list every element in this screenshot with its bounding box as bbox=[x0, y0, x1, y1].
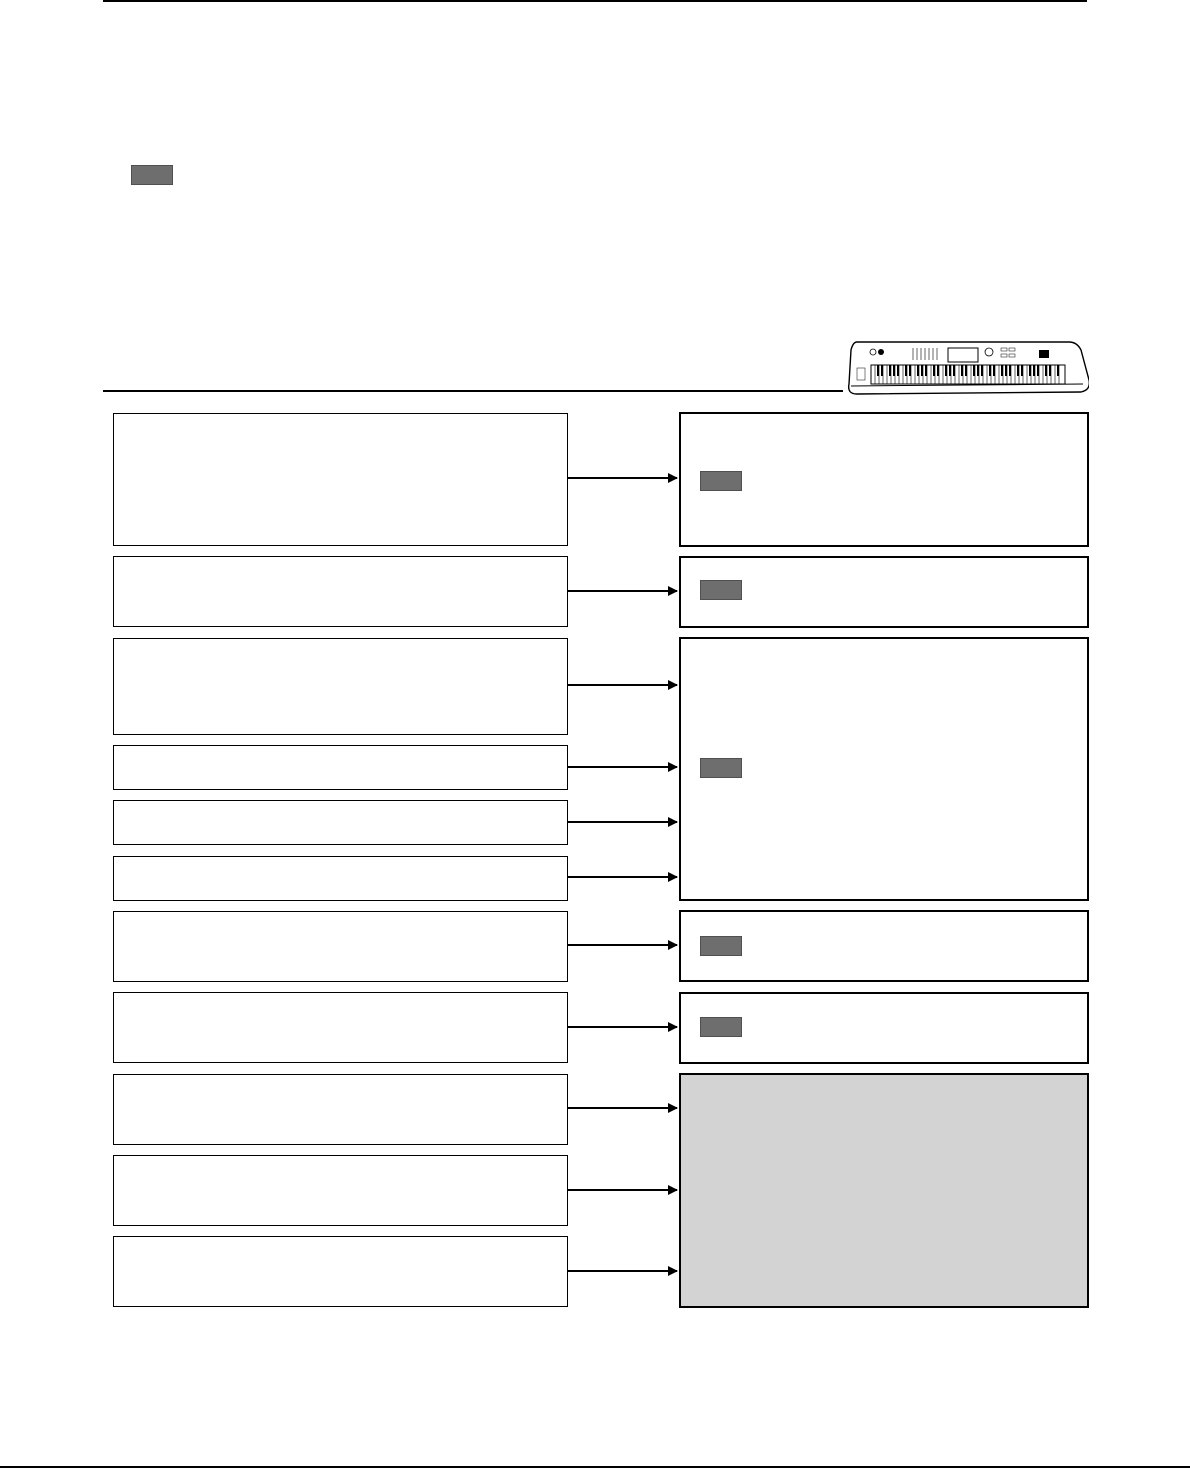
bottom-rule bbox=[0, 1466, 1190, 1468]
